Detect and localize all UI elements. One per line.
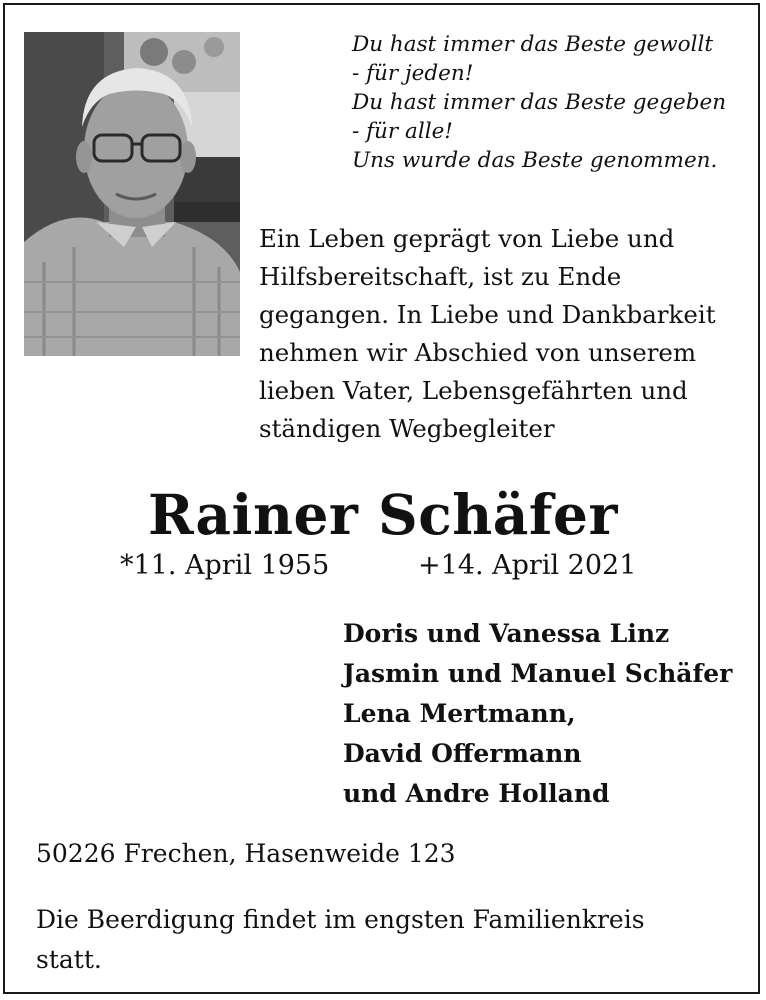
intro-line: nehmen wir Abschied von unserem bbox=[259, 338, 697, 367]
poem-line: Du hast immer das Beste gegeben bbox=[352, 90, 727, 115]
poem-line: Du hast immer das Beste gewollt bbox=[352, 32, 714, 57]
funeral-line: Die Beerdigung findet im engsten Familienkreis bbox=[36, 905, 645, 934]
intro-text bbox=[259, 220, 759, 448]
mourner-line: Jasmin und Manuel Schäfer bbox=[343, 659, 733, 688]
mourner-line: und Andre Holland bbox=[343, 779, 610, 808]
intro-line: gegangen. In Liebe und Dankbarkeit bbox=[259, 300, 716, 329]
intro-line: lieben Vater, Lebensgefährten und bbox=[259, 376, 688, 405]
death-date: +14. April 2021 bbox=[418, 550, 637, 581]
funeral-note bbox=[36, 900, 736, 980]
deceased-name: Rainer Schäfer bbox=[147, 482, 619, 547]
mourners-list bbox=[343, 614, 763, 814]
poem-line: Uns wurde das Beste genommen. bbox=[352, 148, 718, 173]
intro-line: Ein Leben geprägt von Liebe und bbox=[259, 224, 675, 253]
poem-line: - für alle! bbox=[352, 119, 453, 144]
poem bbox=[352, 30, 752, 175]
address: 50226 Frechen, Hasenweide 123 bbox=[36, 839, 456, 868]
intro-line: Hilfsbereitschaft, ist zu Ende bbox=[259, 262, 622, 291]
portrait-photo bbox=[24, 32, 240, 356]
funeral-line: statt. bbox=[36, 945, 102, 974]
birth-date: *11. April 1955 bbox=[120, 550, 330, 581]
mourner-line: Doris und Vanessa Linz bbox=[343, 619, 670, 648]
mourner-line: David Offermann bbox=[343, 739, 582, 768]
poem-line: - für jeden! bbox=[352, 61, 474, 86]
mourner-line: Lena Mertmann, bbox=[343, 699, 576, 728]
intro-line: ständigen Wegbegleiter bbox=[259, 414, 555, 443]
